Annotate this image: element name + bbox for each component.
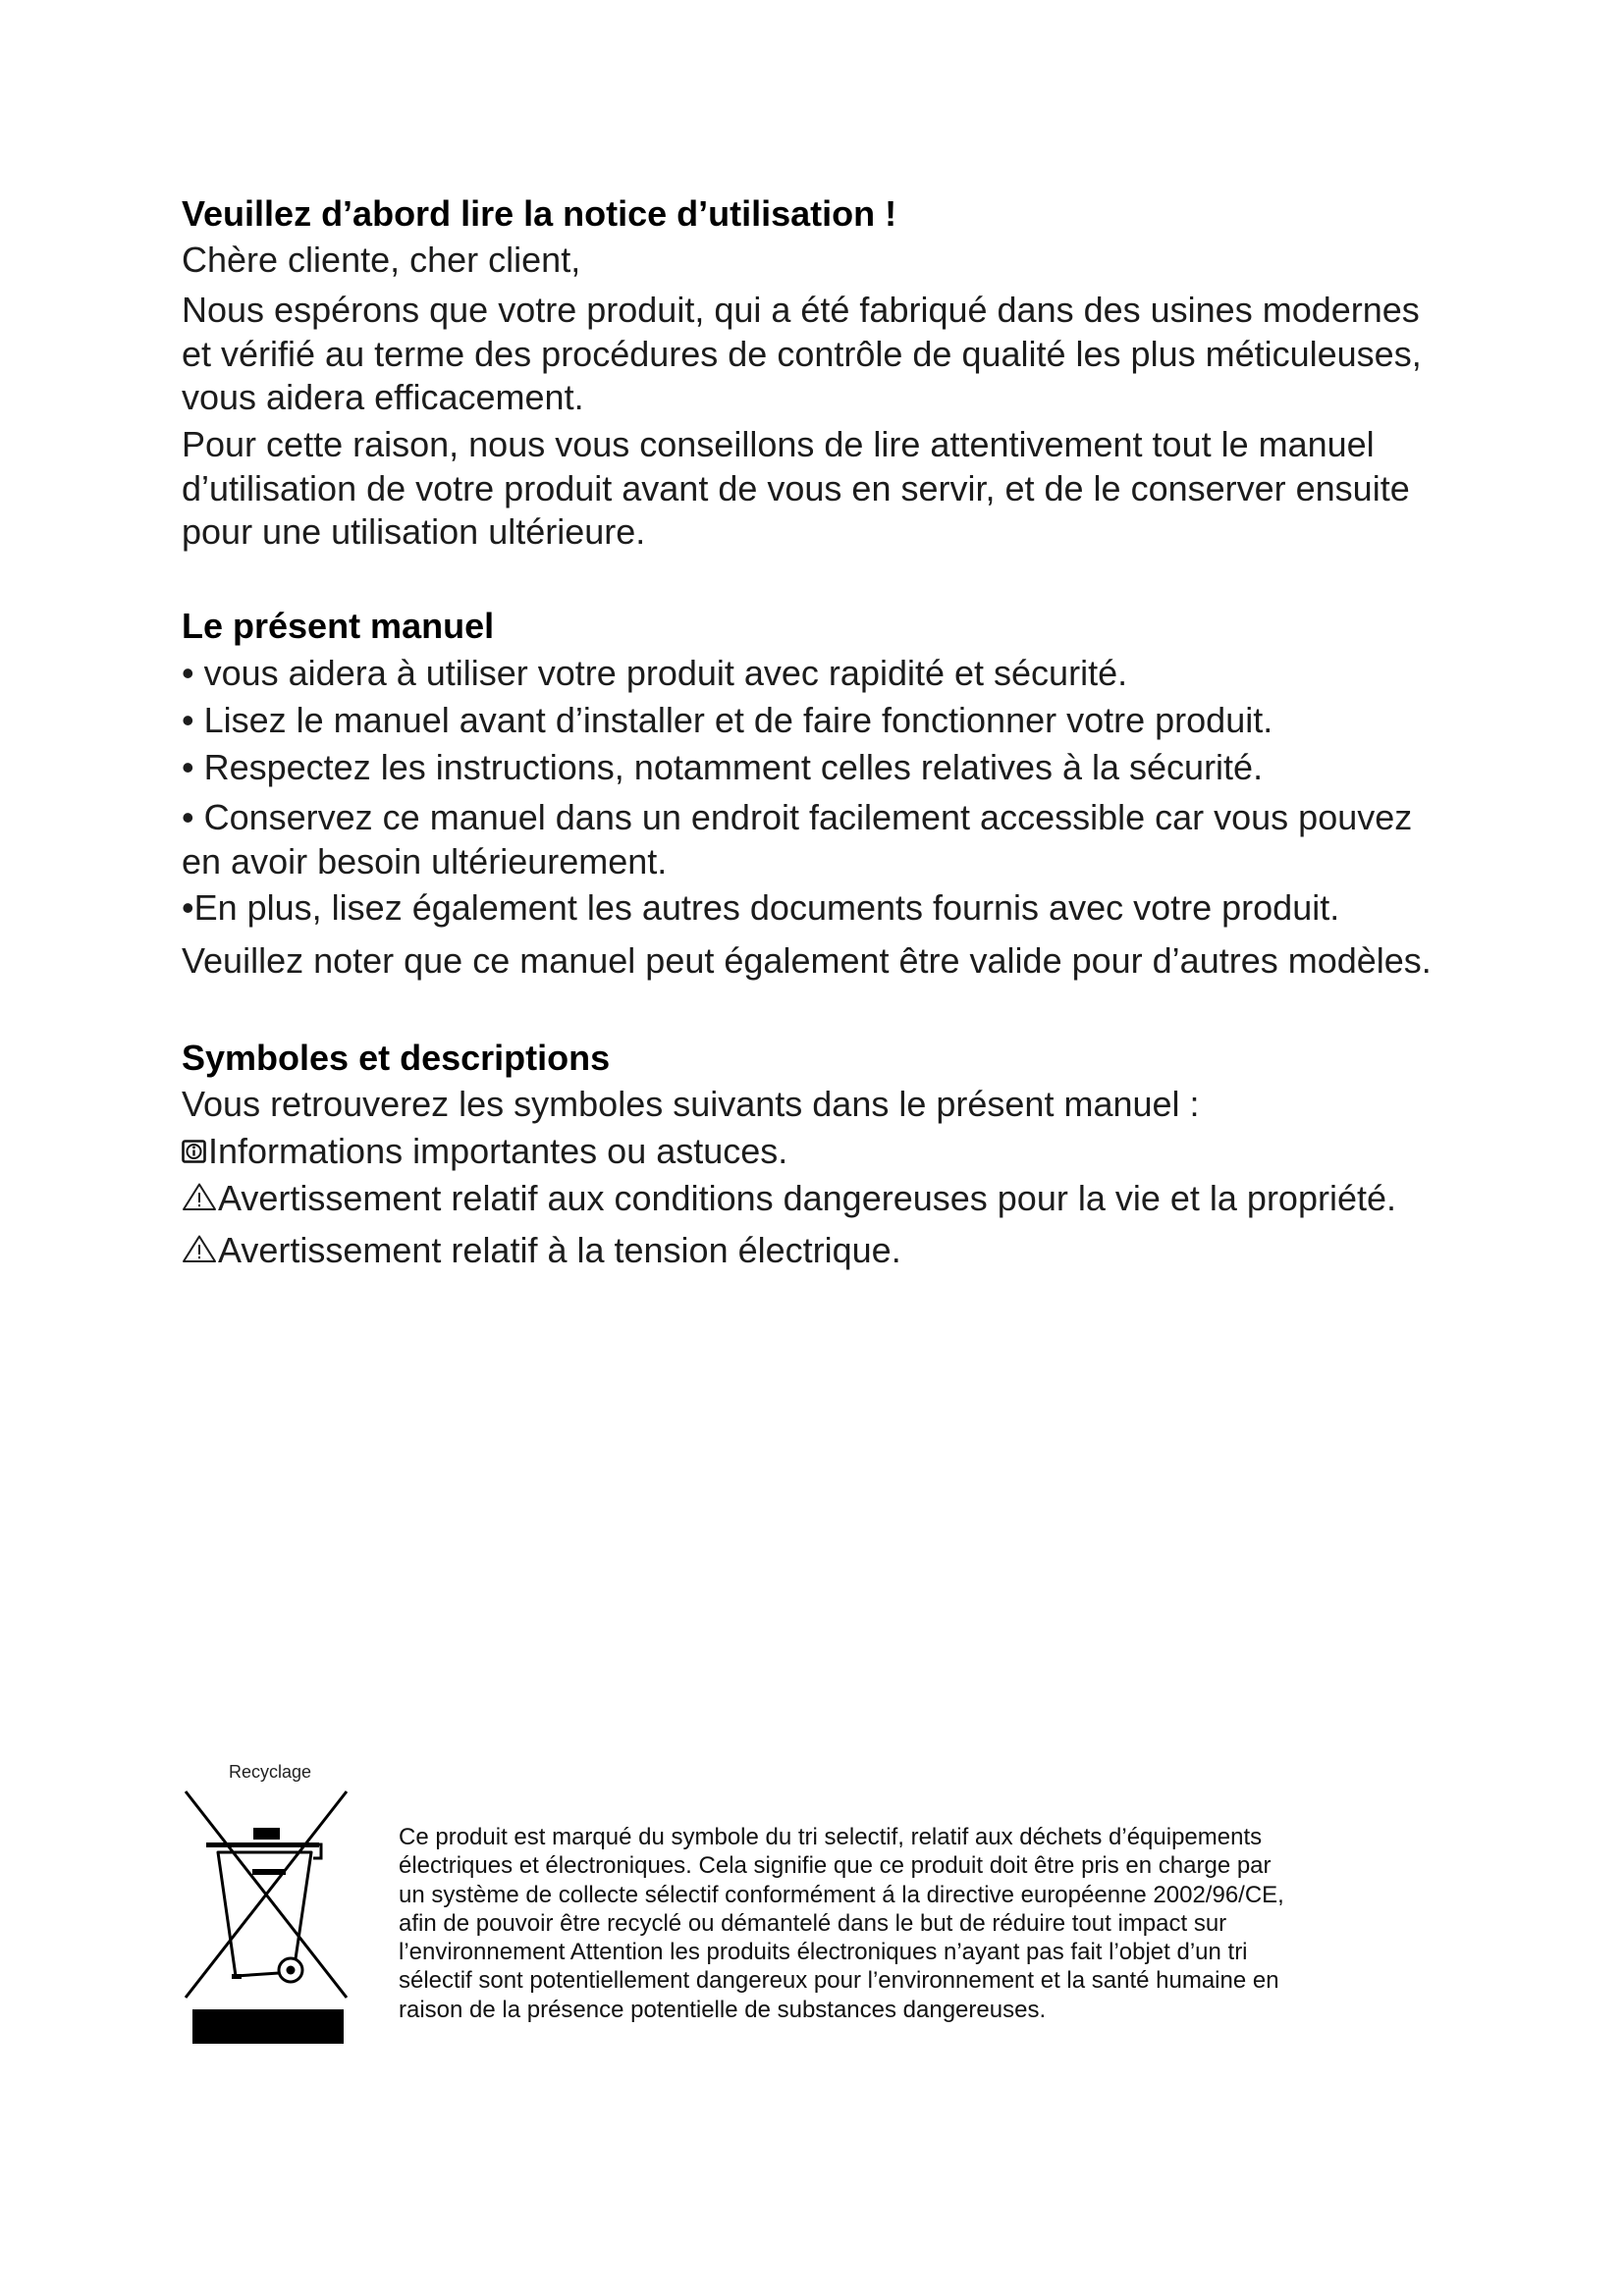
paragraph-line: vous aidera efficacement.	[182, 377, 584, 417]
paragraph-line: Nous espérons que votre produit, qui a été fabriqué dans des usines modernes	[182, 290, 1420, 330]
symbol-item-warning	[182, 1177, 1396, 1221]
warning-icon	[182, 1182, 217, 1211]
symbol-item-electrical-warning	[182, 1229, 901, 1273]
recycling-line: l’environnement Attention les produits électroniques n’ayant pas fait l’objet d’un tri	[399, 1939, 1248, 1966]
symbol-line	[182, 1177, 1396, 1221]
symbol-text: Informations importantes ou astuces.	[208, 1131, 788, 1171]
intro-paragraph-2	[182, 423, 1410, 555]
recycling-line: Ce produit est marqué du symbole du tri selectif, relatif aux déchets d’équipements	[399, 1824, 1263, 1850]
symbol-text: Avertissement relatif aux conditions dangereuses pour la vie et la propriété.	[218, 1178, 1397, 1218]
bullet-line: en avoir besoin ultérieurement.	[182, 840, 668, 881]
bullet-item	[182, 796, 1412, 883]
warning-icon	[182, 1234, 217, 1263]
paragraph-line: d’utilisation de votre produit avant de vous en servir, et de le conserver ensuite	[182, 467, 1410, 508]
symbol-line	[182, 1130, 787, 1174]
intro-heading: Veuillez d’abord lire la notice d’utilisation !	[182, 193, 897, 234]
symbol-text: Avertissement relatif à la tension électrique.	[218, 1230, 901, 1270]
bullet-item	[182, 652, 1127, 696]
bullet-line: •En plus, lisez également les autres documents fournis avec votre produit.	[182, 887, 1340, 928]
recycling-line: sélectif sont potentiellement dangereux pour l’environnement et la santé humaine en	[399, 1967, 1279, 1995]
manual-heading: Le présent manuel	[182, 606, 495, 646]
manual-note: Veuillez noter que ce manuel peut également être valide pour d’autres modèles.	[182, 940, 1432, 981]
paragraph-line: pour une utilisation ultérieure.	[182, 511, 646, 552]
bullet-line: • Lisez le manuel avant d’installer et de faire fonctionner votre produit.	[182, 700, 1273, 740]
greeting: Chère cliente, cher client,	[182, 240, 581, 280]
symbol-item-info	[182, 1130, 787, 1174]
bullet-line: • vous aidera à utiliser votre produit avec rapidité et sécurité.	[182, 653, 1128, 693]
symbols-heading: Symboles et descriptions	[182, 1038, 611, 1078]
bullet-line: • Respectez les instructions, notamment celles relatives à la sécurité.	[182, 747, 1264, 787]
bullet-item	[182, 886, 1339, 931]
bullet-line: • Conservez ce manuel dans un endroit facilement accessible car vous pouvez	[182, 797, 1413, 837]
recycling-label: Recyclage	[229, 1762, 312, 1782]
paragraph-line: Pour cette raison, nous vous conseillons de lire attentivement tout le manuel	[182, 424, 1375, 464]
symbol-line	[182, 1229, 901, 1273]
symbols-intro: Vous retrouverez les symboles suivants dans le présent manuel :	[182, 1084, 1200, 1124]
paragraph-line: et vérifié au terme des procédures de contrôle de qualité les plus méticuleuses,	[182, 333, 1422, 374]
crossed-out-wheelie-bin-icon	[183, 1789, 350, 2044]
recycling-line: raison de la présence potentielle de substances dangereuses.	[399, 1996, 1047, 2023]
recycling-line: électriques et électroniques. Cela signifie que ce produit doit être pris en charge par	[399, 1852, 1272, 1880]
recycling-paragraph	[399, 1823, 1284, 2024]
bullet-item	[182, 746, 1263, 790]
recycling-line: un système de collecte sélectif conformément á la directive européenne 2002/96/CE,	[399, 1881, 1284, 1908]
intro-paragraph-1	[182, 289, 1422, 420]
recycling-line: afin de pouvoir être recyclé ou démantelé dans le but de réduire tout impact sur	[399, 1909, 1227, 1937]
info-icon	[182, 1140, 206, 1163]
bullet-item	[182, 699, 1272, 743]
